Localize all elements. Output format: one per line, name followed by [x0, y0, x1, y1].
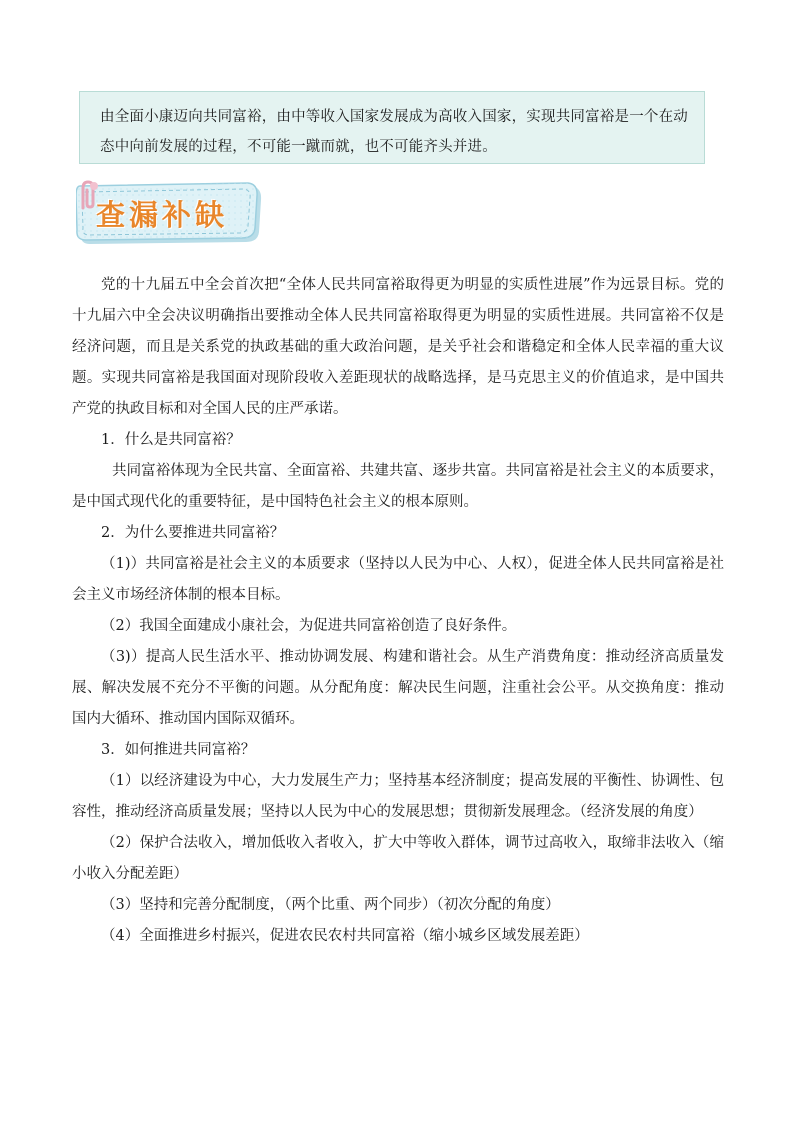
question-2-heading: 2．为什么要推进共同富裕？: [101, 525, 285, 541]
summary-highlight-box: [79, 91, 705, 164]
question-3-item-3: （3）坚持和完善分配制度，（两个比重、两个同步）（初次分配的角度）: [101, 897, 560, 913]
main-content: [72, 270, 724, 952]
question-1-heading: 1．什么是共同富裕？: [101, 432, 241, 448]
paper-clip-icon: [76, 180, 100, 210]
question-1-answer: 共同富裕体现为全民共富、全面富裕、共建共富、逐步共富。共同富裕是社会主义的本质要求，是中国式现代化的重要特征，是中国特色社会主义的根本原则。: [72, 463, 724, 510]
question-3-item-2: （2）保护合法收入，增加低收入者收入，扩大中等收入群体，调节过高收入，取缔非法收入（缩小收入分配差距）: [72, 835, 724, 882]
question-3-heading: 3．如何推进共同富裕？: [101, 742, 256, 758]
question-2-item-2: （2）我国全面建成小康社会，为促进共同富裕创造了良好条件。: [101, 618, 517, 634]
question-2-item-3: （3)）提高人民生活水平、推动协调发展、构建和谐社会。从生产消费角度：推动经济高质量发展、解决发展不充分不平衡的问题。从分配角度：解决民生问题，注重社会公平。从交换角度：推动国内大循环、推动国内国际双循环。: [72, 649, 724, 727]
question-2-item-1: （1)）共同富裕是社会主义的本质要求（坚持以人民为中心、人权），促进全体人民共同富裕是社会主义市场经济体制的根本目标。: [72, 556, 724, 603]
summary-text: 由全面小康迈向共同富裕，由中等收入国家发展成为高收入国家，实现共同富裕是一个在动态中向前发展的过程，不可能一蹴而就，也不可能齐头并进。: [100, 109, 688, 155]
section-banner: [76, 180, 266, 246]
question-3-item-4: （4）全面推进乡村振兴，促进农民农村共同富裕（缩小城乡区域发展差距）: [101, 928, 589, 944]
banner-title: 查漏补缺: [96, 198, 229, 232]
question-3-item-1: （1）以经济建设为中心，大力发展生产力；坚持基本经济制度；提高发展的平衡性、协调性、包容性，推动经济高质量发展；坚持以人民为中心的发展思想；贯彻新发展理念。（经济发展的角度）: [72, 773, 724, 820]
intro-paragraph: 党的十九届五中全会首次把“全体人民共同富裕取得更为明显的实质性进展”作为远景目标。党的十九届六中全会决议明确指出要推动全体人民共同富裕取得更为明显的实质性进展。共同富裕不仅是经济问题，而且是关系党的执政基础的重大政治问题，是关乎社会和谐稳定和全体人民幸福的重大议题。实现共同富裕是我国面对现阶段收入差距现状的战略选择，是马克思主义的价值追求，是中国共产党的执政目标和对全国人民的庄严承诺。: [72, 277, 724, 417]
